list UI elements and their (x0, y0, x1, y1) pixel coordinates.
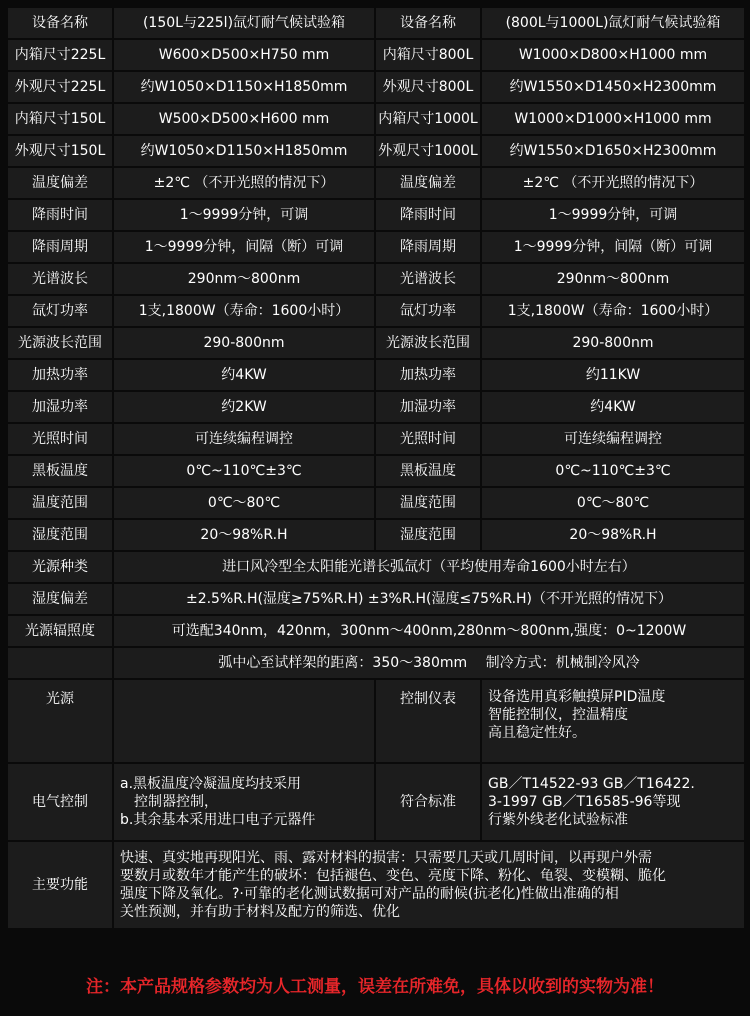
spec-label-left: 温度偏差 (7, 167, 113, 199)
spec-value-left: 约W1050×D1150×H1850mm (113, 135, 375, 167)
spec-value-left: 可连续编程调控 (113, 423, 375, 455)
arc-distance-value: 弧中心至试样架的距离：350～380mm 制冷方式：机械制冷风冷 (113, 647, 745, 679)
spec-label-left: 外观尺寸225L (7, 71, 113, 103)
wide-spec-row (7, 615, 745, 647)
standard-label: 符合标准 (375, 763, 481, 841)
control-instrument-line: 设备选用真彩触摸屏PID温度 (488, 689, 666, 705)
header-row (7, 7, 745, 39)
header-label-right: 设备名称 (375, 7, 481, 39)
electrical-control-row (7, 763, 745, 841)
main-function-value (113, 841, 745, 929)
arc-distance-row (7, 647, 745, 679)
spec-label-right: 湿度范围 (375, 519, 481, 551)
spec-value-left: 290nm～800nm (113, 263, 375, 295)
spec-value-right: 20～98%R.H (481, 519, 745, 551)
spec-value-right: 1～9999分钟，间隔（断）可调 (481, 231, 745, 263)
spec-label-left: 降雨时间 (7, 199, 113, 231)
spec-label-right: 光照时间 (375, 423, 481, 455)
spec-value-right: 可连续编程调控 (481, 423, 745, 455)
wide-spec-value: 进口风冷型全太阳能光谱长弧氙灯（平均使用寿命1600小时左右） (113, 551, 745, 583)
spec-label-left: 黑板温度 (7, 455, 113, 487)
spec-label-right: 加湿功率 (375, 391, 481, 423)
electrical-control-line: a.黑板温度冷凝温度均技采用 (120, 776, 302, 792)
electrical-control-line: 控制器控制， (134, 794, 218, 810)
electrical-control-label: 电气控制 (7, 763, 113, 841)
spec-value-left: 0℃~110℃±3℃ (113, 455, 375, 487)
spec-label-left: 加湿功率 (7, 391, 113, 423)
spec-table-body (7, 7, 745, 929)
spec-value-left: W600×D500×H750 mm (113, 39, 375, 71)
spec-label-right: 加热功率 (375, 359, 481, 391)
spec-value-right: 约W1550×D1450×H2300mm (481, 71, 745, 103)
spec-label-right: 光谱波长 (375, 263, 481, 295)
main-function-line: 关性预测，并有助于材料及配方的筛选、优化 (120, 904, 400, 920)
spec-row (7, 199, 745, 231)
spec-value-right: W1000×D1000×H1000 mm (481, 103, 745, 135)
main-function-row (7, 841, 745, 929)
control-instrument-label: 控制仪表 (375, 679, 481, 763)
control-instrument-value (481, 679, 745, 763)
spec-label-left: 外观尺寸150L (7, 135, 113, 167)
spec-label-left: 光谱波长 (7, 263, 113, 295)
spec-table (6, 6, 746, 930)
spec-label-right: 内箱尺寸800L (375, 39, 481, 71)
standard-line: 行紫外线老化试验标准 (488, 812, 628, 828)
spec-value-left: 约W1050×D1150×H1850mm (113, 71, 375, 103)
standard-line: GB／T14522-93 GB／T16422. (488, 776, 695, 792)
spec-value-right: 290nm～800nm (481, 263, 745, 295)
spec-value-left: 290-800nm (113, 327, 375, 359)
spec-label-left: 降雨周期 (7, 231, 113, 263)
spec-row (7, 103, 745, 135)
spec-row (7, 391, 745, 423)
control-instrument-line: 智能控制仪，控温精度 (488, 707, 628, 723)
electrical-control-line: b.其余基本采用进口电子元器件 (120, 812, 316, 828)
spec-label-left: 加热功率 (7, 359, 113, 391)
light-source-label: 光源 (7, 679, 113, 763)
spec-value-right: 约W1550×D1650×H2300mm (481, 135, 745, 167)
spec-value-left: ±2℃ （不开光照的情况下） (113, 167, 375, 199)
spec-row (7, 263, 745, 295)
spec-value-right: 0℃～80℃ (481, 487, 745, 519)
spec-label-left: 氙灯功率 (7, 295, 113, 327)
spec-value-left: W500×D500×H600 mm (113, 103, 375, 135)
spec-row (7, 455, 745, 487)
spec-label-left: 湿度范围 (7, 519, 113, 551)
light-source-value (113, 679, 375, 763)
spec-label-right: 外观尺寸800L (375, 71, 481, 103)
spec-value-right: 0℃~110℃±3℃ (481, 455, 745, 487)
spec-row (7, 167, 745, 199)
spec-row (7, 359, 745, 391)
spec-value-left: 1～9999分钟，可调 (113, 199, 375, 231)
spec-value-right: 290-800nm (481, 327, 745, 359)
spec-row (7, 39, 745, 71)
wide-spec-row (7, 583, 745, 615)
spec-value-left: 1～9999分钟，间隔（断）可调 (113, 231, 375, 263)
spec-value-left: 0℃～80℃ (113, 487, 375, 519)
spec-label-right: 黑板温度 (375, 455, 481, 487)
spec-value-right: 1～9999分钟，可调 (481, 199, 745, 231)
spec-label-right: 内箱尺寸1000L (375, 103, 481, 135)
spec-label-right: 温度偏差 (375, 167, 481, 199)
spec-value-right: 约4KW (481, 391, 745, 423)
wide-spec-row (7, 551, 745, 583)
wide-spec-label: 湿度偏差 (7, 583, 113, 615)
header-label-left: 设备名称 (7, 7, 113, 39)
spec-label-right: 外观尺寸1000L (375, 135, 481, 167)
spec-row (7, 423, 745, 455)
wide-spec-value: 可选配340nm，420nm，300nm～400nm,280nm～800nm,强度：0~1200W (113, 615, 745, 647)
spec-row (7, 71, 745, 103)
spec-value-left: 约2KW (113, 391, 375, 423)
spec-row (7, 295, 745, 327)
spec-label-right: 降雨周期 (375, 231, 481, 263)
spec-value-left: 1支,1800W（寿命：1600小时） (113, 295, 375, 327)
wide-spec-label: 光源种类 (7, 551, 113, 583)
main-function-label: 主要功能 (7, 841, 113, 929)
spec-label-right: 氙灯功率 (375, 295, 481, 327)
spec-label-left: 光照时间 (7, 423, 113, 455)
header-value-right: (800L与1000L)氙灯耐气候试验箱 (481, 7, 745, 39)
wide-spec-label: 光源辐照度 (7, 615, 113, 647)
spec-value-right: 约11KW (481, 359, 745, 391)
wide-spec-value: ±2.5%R.H(湿度≥75%R.H) ±3%R.H(湿度≤75%R.H)（不开光照的情况下） (113, 583, 745, 615)
spec-value-right: 1支,1800W（寿命：1600小时） (481, 295, 745, 327)
standard-value (481, 763, 745, 841)
disclaimer-note: 注：本产品规格参数均为人工测量，误差在所难免，具体以收到的实物为准！ (86, 977, 664, 997)
standard-line: 3-1997 GB／T16585-96等现 (488, 794, 681, 810)
spec-value-left: 20～98%R.H (113, 519, 375, 551)
spec-label-left: 光源波长范围 (7, 327, 113, 359)
control-instrument-line: 高且稳定性好。 (488, 725, 586, 741)
spec-row (7, 487, 745, 519)
spec-value-right: W1000×D800×H1000 mm (481, 39, 745, 71)
spec-row (7, 231, 745, 263)
arc-distance-label-cell (7, 647, 113, 679)
spec-row (7, 519, 745, 551)
spec-label-right: 光源波长范围 (375, 327, 481, 359)
spec-value-left: 约4KW (113, 359, 375, 391)
spec-label-left: 温度范围 (7, 487, 113, 519)
spec-label-right: 降雨时间 (375, 199, 481, 231)
electrical-control-value (113, 763, 375, 841)
spec-label-right: 温度范围 (375, 487, 481, 519)
spec-value-right: ±2℃ （不开光照的情况下） (481, 167, 745, 199)
header-value-left: (150L与225l)氙灯耐气候试验箱 (113, 7, 375, 39)
spec-row (7, 135, 745, 167)
main-function-line: 要数月或数年才能产生的破坏：包括褪色、变色、亮度下降、粉化、龟裂、变模糊、脆化 (120, 868, 666, 884)
light-source-row (7, 679, 745, 763)
spec-label-left: 内箱尺寸225L (7, 39, 113, 71)
spec-label-left: 内箱尺寸150L (7, 103, 113, 135)
spec-row (7, 327, 745, 359)
main-function-line: 强度下降及氧化。?·可靠的老化测试数据可对产品的耐候(抗老化)性做出准确的相 (120, 886, 619, 902)
main-function-line: 快速、真实地再现阳光、雨、露对材料的损害：只需要几天或几周时间，以再现户外需 (120, 850, 652, 866)
